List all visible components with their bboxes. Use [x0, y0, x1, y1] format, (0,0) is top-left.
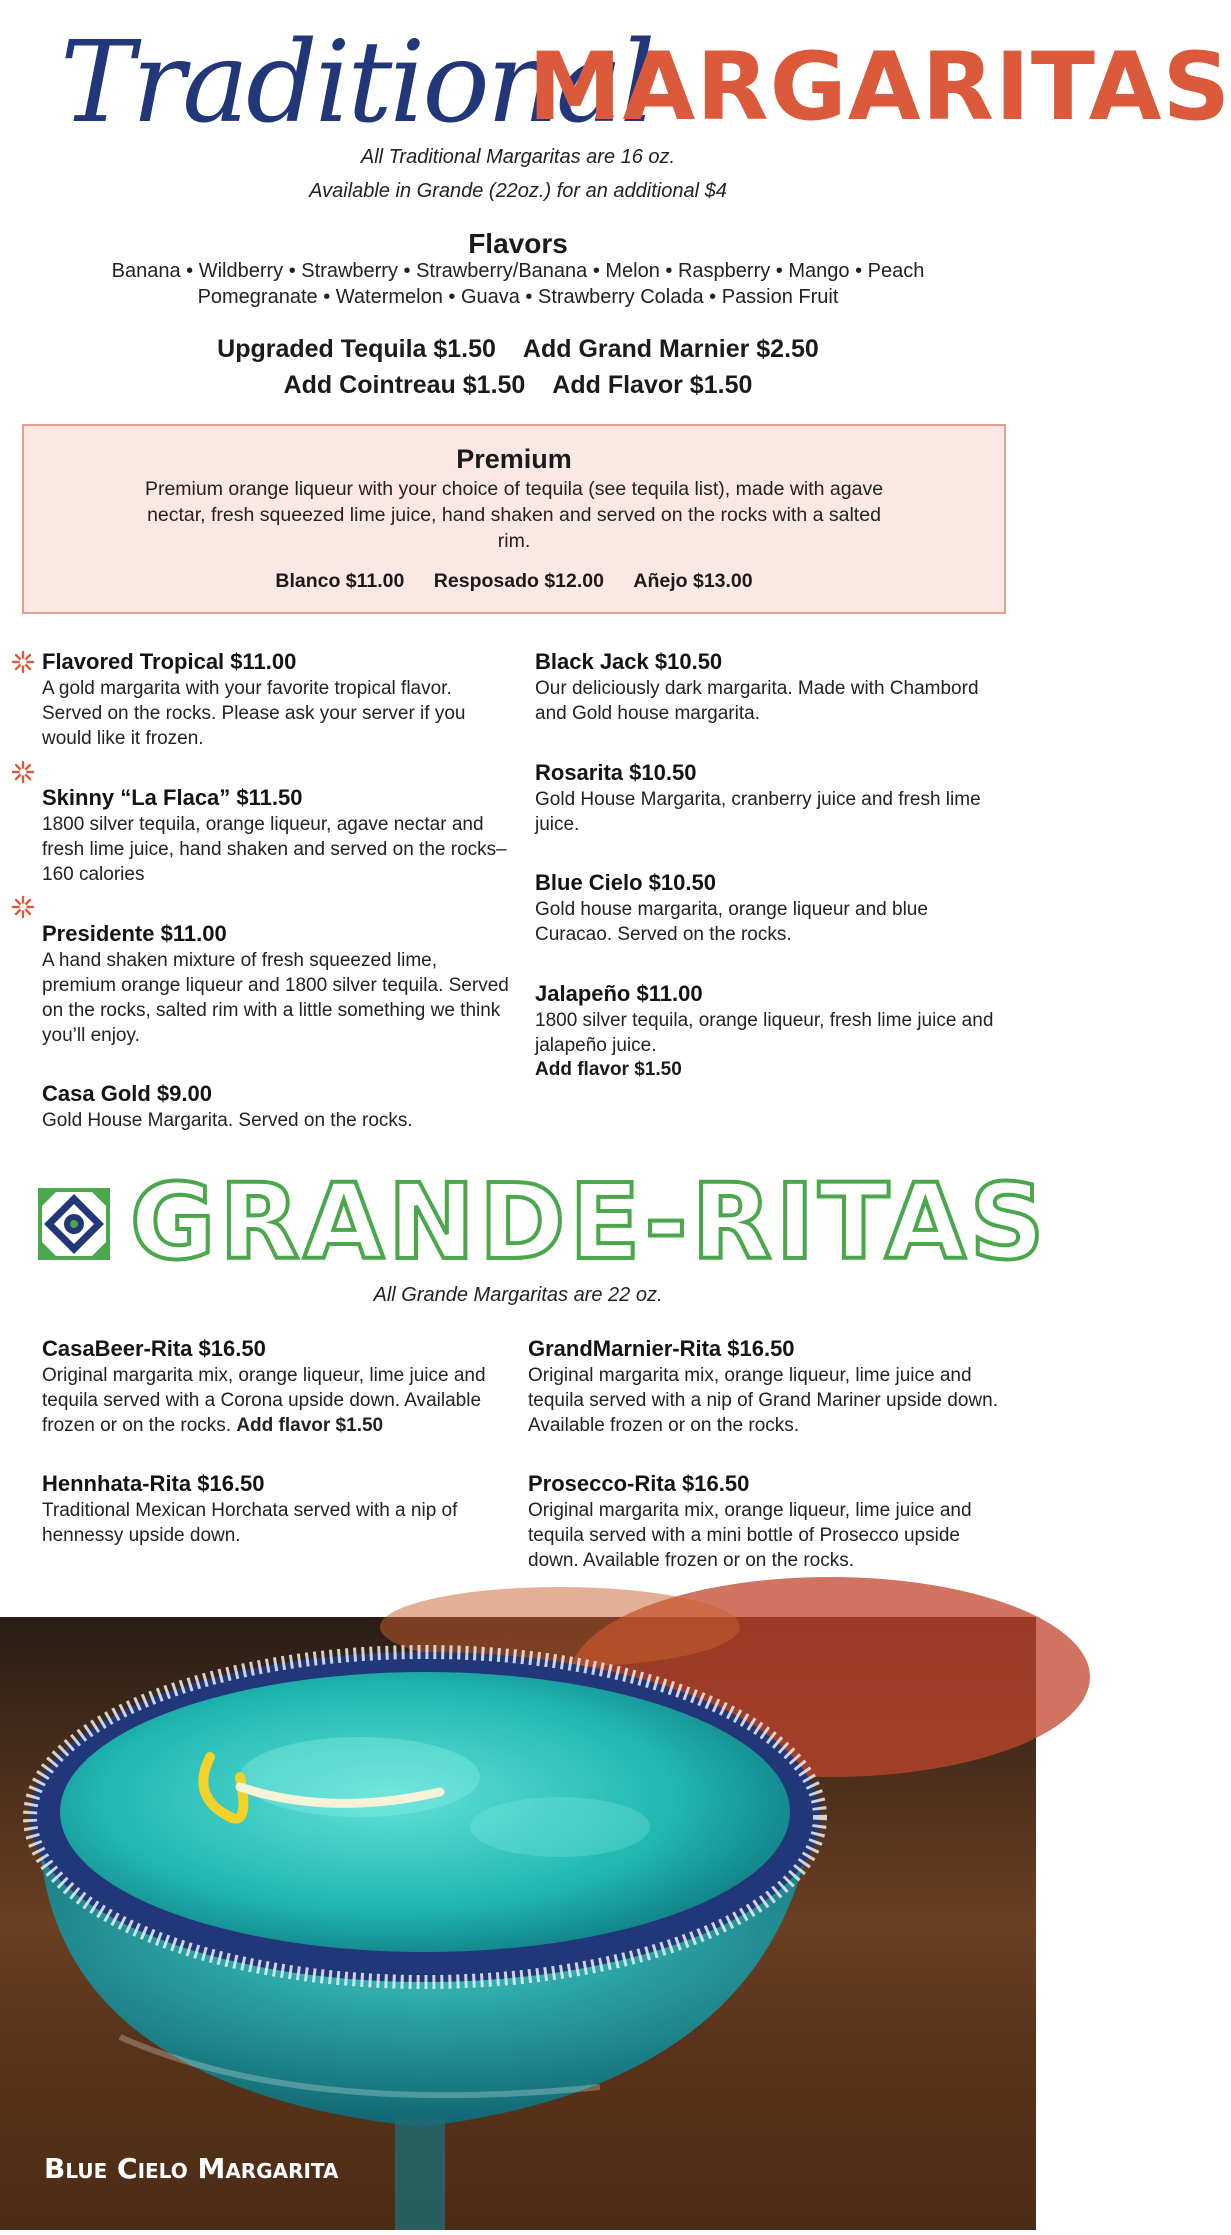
photo-caption: Blue Cielo Margarita	[44, 2152, 339, 2185]
script-title: Traditional	[60, 18, 653, 148]
premium-prices	[24, 570, 1004, 593]
talavera-tile-icon	[38, 1188, 110, 1260]
blue-margarita-illustration	[0, 1617, 1036, 2230]
item-title: Casa Gold $9.00	[42, 1081, 212, 1106]
item-title: Black Jack $10.50	[535, 649, 723, 674]
premium-anejo: Añejo $13.00	[633, 570, 753, 592]
menu-item	[535, 648, 1005, 726]
menu-item	[535, 759, 1005, 837]
subtitle-grande: Available in Grande (22oz.) for an additional $4	[309, 180, 727, 202]
premium-resposado: Resposado $12.00	[433, 570, 604, 592]
item-description: Traditional Mexican Horchata served with a nip of hennessy upside down.	[42, 1500, 458, 1546]
item-description: A hand shaken mixture of fresh squeezed lime, premium orange liqueur and 1800 silver tequila. Served on the rocks, salted rim with a little something we think you’ll enjoy.	[42, 950, 509, 1046]
item-title: Rosarita $10.50	[535, 760, 697, 785]
upgrade-cointreau: Add Cointreau $1.50	[283, 371, 526, 399]
grande-ritas-title: GRANDE-RITAS	[130, 1161, 1049, 1283]
item-description-text: Original margarita mix, orange liqueur, lime juice and tequila served with a Corona upside down. Available frozen or on the rocks.	[42, 1365, 486, 1436]
margarita-photo	[0, 1617, 1036, 2230]
item-addon: Add flavor $1.50	[535, 1059, 682, 1080]
flavors-line-2: Pomegranate • Watermelon • Guava • Strawberry Colada • Passion Fruit	[197, 286, 839, 308]
upgrade-tequila: Upgraded Tequila $1.50	[217, 335, 496, 363]
menu-item	[528, 1470, 998, 1573]
upgrades-row-1	[0, 335, 1036, 364]
item-title: Hennhata-Rita $16.50	[42, 1471, 265, 1496]
menu-item	[535, 869, 1005, 947]
starburst-icon	[12, 651, 34, 673]
subtitle-size: All Traditional Margaritas are 16 oz.	[360, 146, 676, 168]
upgrade-grand-marnier: Add Grand Marnier $2.50	[522, 335, 819, 363]
starburst-icon	[12, 761, 34, 783]
flavors-line-1: Banana • Wildberry • Strawberry • Strawberry/Banana • Melon • Raspberry • Mango • Peach	[111, 260, 925, 282]
starburst-icon	[12, 896, 34, 918]
item-title: Flavored Tropical $11.00	[42, 649, 297, 674]
item-description: Original margarita mix, orange liqueur, lime juice and tequila served with a mini bottle of Prosecco upside down. Available frozen or on the rocks.	[528, 1500, 972, 1571]
menu-item	[42, 1080, 512, 1133]
upgrades-row-2	[0, 371, 1036, 400]
item-description: Gold house margarita, orange liqueur and blue Curacao. Served on the rocks.	[535, 899, 928, 945]
item-description: Our deliciously dark margarita. Made with Chambord and Gold house margarita.	[535, 678, 979, 724]
menu-item	[535, 980, 1005, 1082]
item-description	[42, 1363, 517, 1438]
item-description: 1800 silver tequila, orange liqueur, fresh lime juice and jalapeño juice.	[535, 1010, 994, 1056]
item-description: Gold House Margarita. Served on the rocks.	[42, 1110, 413, 1131]
item-title: Prosecco-Rita $16.50	[528, 1471, 750, 1496]
upgrade-flavor: Add Flavor $1.50	[552, 371, 753, 399]
premium-box	[22, 424, 1006, 614]
grande-subtitle: All Grande Margaritas are 22 oz.	[373, 1284, 663, 1306]
block-title: MARGARITAS	[528, 33, 1231, 142]
item-title: Blue Cielo $10.50	[535, 870, 716, 895]
menu-item	[42, 648, 512, 751]
item-title: Presidente $11.00	[42, 921, 227, 946]
item-description: Original margarita mix, orange liqueur, lime juice and tequila served with a nip of Grand Mariner upside down. Available frozen or on the rocks.	[528, 1365, 998, 1436]
item-description: Gold House Margarita, cranberry juice and fresh lime juice.	[535, 789, 981, 835]
menu-item	[528, 1335, 998, 1438]
item-title: GrandMarnier-Rita $16.50	[528, 1336, 795, 1361]
menu-item	[42, 1335, 517, 1438]
menu-item	[42, 1470, 517, 1548]
flavors-title: Flavors	[468, 228, 568, 259]
menu-item	[42, 784, 512, 887]
premium-description: Premium orange liqueur with your choice of tequila (see tequila list), made with agave nectar, fresh squeezed lime juice, hand shaken and served on the rocks with a salted rim.	[144, 478, 884, 552]
menu-item	[42, 920, 512, 1048]
item-description: 1800 silver tequila, orange liqueur, agave nectar and fresh lime juice, hand shaken and served on the rocks–160 calories	[42, 814, 507, 885]
premium-blanco: Blanco $11.00	[275, 570, 405, 592]
item-title: CasaBeer-Rita $16.50	[42, 1336, 266, 1361]
item-description: A gold margarita with your favorite tropical flavor. Served on the rocks. Please ask your server if you would like it frozen.	[42, 678, 466, 749]
item-title: Jalapeño $11.00	[535, 981, 703, 1006]
item-addon: Add flavor $1.50	[236, 1415, 384, 1436]
premium-title: Premium	[456, 444, 572, 474]
item-title: Skinny “La Flaca” $11.50	[42, 785, 303, 810]
